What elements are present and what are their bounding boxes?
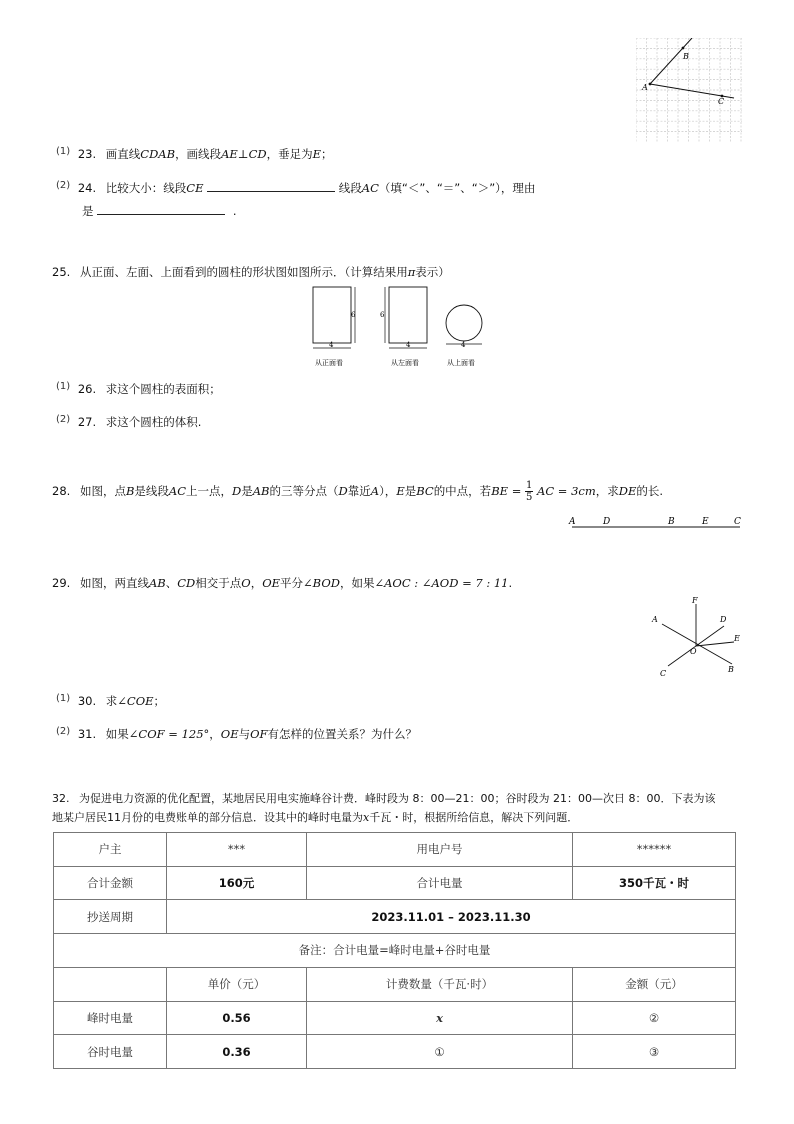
top-width-label: 4	[461, 341, 466, 349]
table-cell: 抄送周期	[54, 900, 167, 934]
question-number: 24.	[77, 181, 97, 195]
math: AB	[252, 484, 270, 498]
math: x	[363, 811, 370, 824]
math: BC	[416, 484, 434, 498]
seg-label-a: A	[569, 517, 576, 527]
table-cell: 峰时电量	[54, 1001, 167, 1035]
text: 为促进电力资源的优化配置，某地居民用电实施峰谷计费．峰时段为 8：00—21：00；谷时段为 21：00—次日 8：00．下表为该	[79, 792, 716, 805]
table-row	[54, 900, 736, 934]
question-number: 27.	[77, 415, 97, 429]
text: 是	[404, 484, 417, 498]
math: OE	[220, 727, 239, 741]
text: ；	[321, 147, 333, 161]
text: 是线段	[134, 484, 169, 498]
math: CD	[177, 576, 196, 590]
text: 有怎样的位置关系？为什么？	[267, 727, 418, 741]
seg-label-b: B	[668, 517, 675, 527]
text: 的长.	[636, 484, 664, 498]
text: ，求	[595, 484, 619, 498]
text: 从正面、左面、上面看到的圆柱的形状图如图所示．（计算结果用	[79, 265, 408, 279]
text: 求这个圆柱的体积.	[105, 415, 202, 429]
top-view-caption: 从上面看	[447, 359, 475, 367]
text: 是	[241, 484, 253, 498]
text: 如图，两直线	[79, 576, 149, 590]
table-cell: 户主	[54, 833, 167, 867]
point-label-a: A	[642, 83, 648, 92]
question-25	[52, 264, 450, 280]
text: 地某户居民11月份的电费账单的部分信息．设其中的峰时电量为	[52, 811, 363, 824]
math: ∠COF = 125°	[128, 727, 210, 741]
table-cell: ******	[573, 833, 736, 867]
text: 画直线	[105, 147, 141, 161]
text: 的三等分点（	[269, 484, 339, 498]
math: ∠COE	[117, 694, 154, 708]
sub-index: (2)	[56, 414, 71, 425]
question-number: 26.	[77, 382, 97, 396]
table-row	[54, 833, 736, 867]
question-26	[56, 381, 221, 397]
front-view-rect	[313, 287, 351, 343]
math: AC = 3cm	[537, 484, 596, 498]
math: E	[312, 147, 322, 161]
point-label-c: C	[718, 97, 725, 106]
table-cell: 350千瓦・时	[573, 866, 736, 900]
text: （填“＜”、“＝”、“＞”），理由	[378, 181, 536, 195]
table-cell: 单价（元）	[167, 967, 307, 1001]
table-cell: ***	[167, 833, 307, 867]
question-number: 25.	[52, 265, 71, 279]
text: 如果	[105, 727, 129, 741]
question-number: 23.	[77, 147, 97, 161]
table-cell	[54, 967, 167, 1001]
text: ；	[153, 694, 166, 708]
answer-blank[interactable]	[207, 179, 335, 192]
math: CE	[186, 181, 204, 195]
table-cell: 0.36	[167, 1035, 307, 1069]
text: 如图，点	[79, 484, 126, 498]
question-number: 29.	[52, 576, 71, 590]
question-29	[52, 575, 512, 591]
text: 千瓦・时，根据所给信息，解决下列问题．	[369, 811, 579, 824]
table-cell: x	[307, 1001, 573, 1035]
table-cell: 合计金额	[54, 866, 167, 900]
table-note: 备注：合计电量=峰时电量+谷时电量	[54, 934, 736, 968]
math: D	[338, 484, 348, 498]
text: ，如果	[339, 576, 375, 590]
question-28	[52, 480, 663, 503]
text: ，垂足为	[266, 147, 313, 161]
sub-index: (1)	[56, 146, 71, 157]
math: DE	[618, 484, 637, 498]
question-number: 32.	[52, 792, 70, 805]
left-view-caption: 从左面看	[391, 359, 419, 367]
math: ∠AOC : ∠AOD = 7 : 11	[374, 576, 509, 590]
table-cell: 160元	[167, 866, 307, 900]
text: 求这个圆柱的表面积；	[105, 382, 221, 396]
text: 靠近	[347, 484, 371, 498]
math: A	[370, 484, 380, 498]
front-width-label: 4	[329, 341, 334, 349]
question-30	[56, 693, 165, 709]
table-cell: ①	[307, 1035, 573, 1069]
text: 与	[238, 727, 251, 741]
sub-index: (2)	[56, 180, 71, 191]
label-b: B	[728, 665, 734, 674]
table-row	[54, 1035, 736, 1069]
text: 线段	[338, 181, 362, 195]
text: 是	[82, 204, 94, 218]
table-cell: 金额（元）	[573, 967, 736, 1001]
intersecting-lines-figure	[648, 594, 744, 680]
math: E	[396, 484, 405, 498]
math: AB	[148, 576, 166, 590]
sub-index: (2)	[56, 726, 71, 737]
math: ∠BOD	[303, 576, 340, 590]
text: ），	[379, 484, 397, 498]
math: AE⊥CD	[221, 147, 267, 161]
cylinder-views-figure	[305, 285, 490, 370]
text: ，画线段	[175, 147, 222, 161]
table-row	[54, 967, 736, 1001]
seg-label-c: C	[734, 517, 741, 527]
question-32-line2	[52, 809, 578, 825]
text: 上一点，	[186, 484, 233, 498]
math: BE =	[491, 484, 522, 498]
ray-oe	[696, 642, 734, 646]
left-height-label: 6	[380, 311, 385, 319]
label-f: F	[692, 596, 698, 605]
question-23	[56, 146, 333, 162]
label-e: E	[734, 634, 740, 643]
sub-index: (1)	[56, 381, 71, 392]
line-ab	[662, 624, 732, 664]
question-number: 30.	[77, 694, 97, 708]
left-view-rect	[389, 287, 427, 343]
text: .	[232, 204, 237, 218]
front-height-label: 6	[351, 311, 356, 319]
table-cell: 用电户号	[307, 833, 573, 867]
front-view-caption: 从正面看	[315, 359, 343, 367]
math: π	[407, 265, 416, 279]
label-a: A	[652, 615, 658, 624]
question-32-line1	[52, 790, 715, 806]
top-view-circle	[446, 305, 482, 341]
question-24	[56, 179, 535, 196]
ray-ab	[650, 38, 692, 84]
math: AC	[168, 484, 187, 498]
question-31	[56, 726, 417, 742]
math: B	[125, 484, 135, 498]
electricity-bill-table	[53, 832, 736, 1069]
table-cell: 计费数量（千瓦·时）	[307, 967, 573, 1001]
text: 平分	[280, 576, 304, 590]
math: OF	[250, 727, 268, 741]
angle-grid-figure	[636, 38, 742, 142]
table-cell: 谷时电量	[54, 1035, 167, 1069]
math: CDAB	[140, 147, 176, 161]
text: .	[508, 576, 513, 590]
math: O	[241, 576, 251, 590]
segment-figure	[566, 512, 744, 532]
text: ，	[209, 727, 221, 741]
seg-label-d: D	[603, 517, 611, 527]
table-cell: ③	[573, 1035, 736, 1069]
table-cell: 0.56	[167, 1001, 307, 1035]
seg-label-e: E	[702, 517, 709, 527]
reason-blank[interactable]	[97, 202, 225, 215]
table-cell: 合计电量	[307, 866, 573, 900]
label-d: D	[720, 615, 727, 624]
text: 、	[165, 576, 178, 590]
table-row	[54, 1001, 736, 1035]
text: ，	[250, 576, 263, 590]
point-label-b: B	[683, 52, 689, 61]
label-c: C	[660, 669, 667, 678]
question-24-line2	[82, 202, 236, 219]
table-cell: 2023.11.01 – 2023.11.30	[167, 900, 736, 934]
question-number: 31.	[77, 727, 97, 741]
text: 求	[105, 694, 118, 708]
text: 相交于点	[195, 576, 242, 590]
text: 比较大小：线段	[105, 181, 187, 195]
math: D	[232, 484, 242, 498]
text: 的中点，若	[433, 484, 492, 498]
table-cell: ②	[573, 1001, 736, 1035]
fraction-one-fifth: $\frac{1}{5}$	[525, 480, 533, 503]
left-width-label: 4	[406, 341, 411, 349]
math: AC	[361, 181, 379, 195]
table-row	[54, 934, 736, 968]
label-o: O	[690, 647, 697, 656]
text: 表示）	[415, 265, 450, 279]
math: OE	[262, 576, 281, 590]
question-number: 28.	[52, 484, 71, 498]
table-row	[54, 866, 736, 900]
sub-index: (1)	[56, 693, 71, 704]
question-27	[56, 414, 201, 430]
